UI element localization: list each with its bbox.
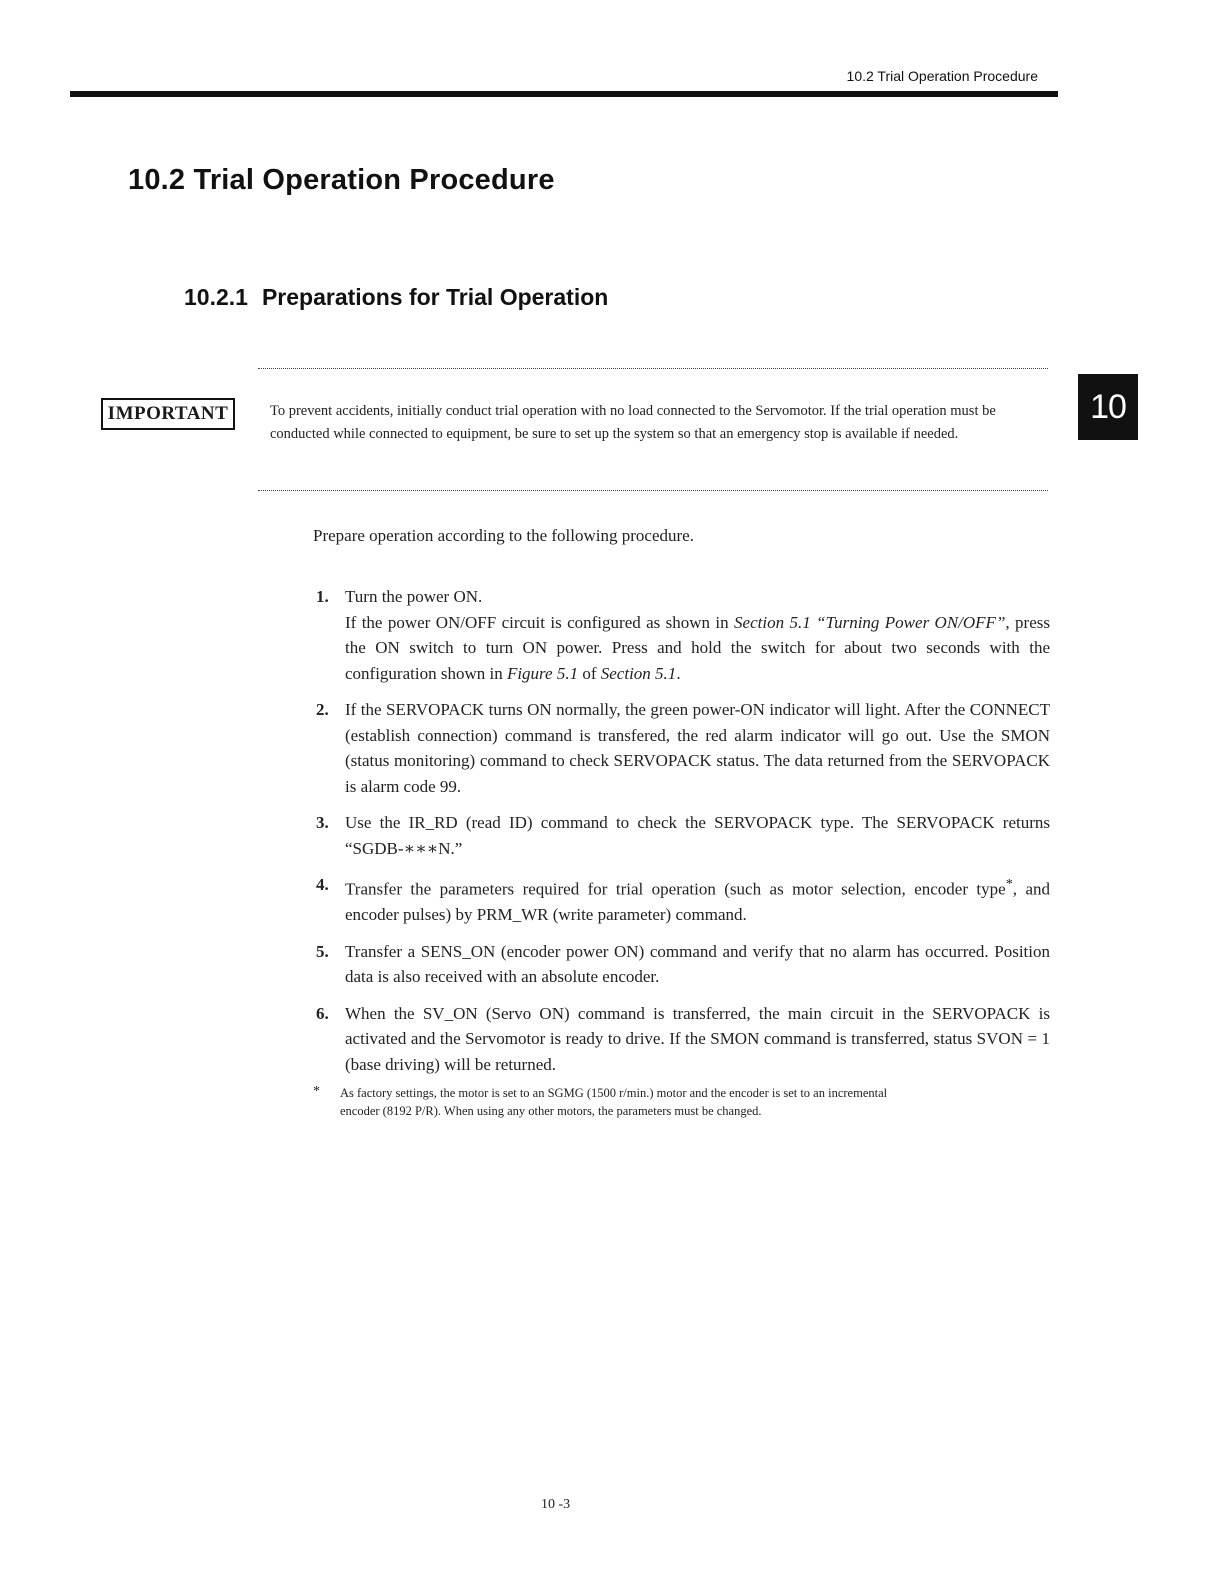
step-1 — [313, 584, 1050, 686]
step-6 — [313, 1001, 1050, 1078]
running-header: 10.2 Trial Operation Procedure — [846, 68, 1038, 84]
footnote-text: As factory settings, the motor is set to an SGMG (1500 r/min.) motor and the encoder is set to an incremental encoder (8192 P/R). When using any other motors, the parameters must be changed. — [340, 1086, 888, 1118]
step-number: 2. — [316, 700, 329, 719]
page-number: 10 -3 — [541, 1497, 571, 1512]
footnote-marker: * — [1005, 876, 1013, 892]
section-title: 10.2 Trial Operation Procedure — [128, 164, 555, 196]
important-text: To prevent accidents, initially conduct trial operation with no load connected to the Servomotor. If the trial operation must be conducted while connected to equipment, be sure to set up the system so that an emergency stop is available if needed. — [270, 403, 996, 442]
footnote — [313, 1084, 913, 1120]
step-text: Transfer the parameters required for trial operation (such as motor selection, encoder type*, and encoder pulses) by PRM_WR (write parameter) command. — [345, 876, 1051, 925]
header-rule — [70, 91, 1058, 97]
step-number: 4. — [316, 875, 329, 894]
intro-text: Prepare operation according to the following procedure. — [313, 526, 694, 545]
important-bottom-rule — [258, 490, 1048, 491]
footnote-mark: * — [313, 1084, 320, 1099]
important-top-rule — [258, 368, 1048, 369]
step-text: If the power ON/OFF circuit is configured as shown in Section 5.1 “Turning Power ON/OFF”, press the ON switch to turn ON power. Press and hold the switch for about two seconds with the configuration shown in Figure 5.1 of Section 5.1. — [345, 612, 1050, 683]
subsection-title-text: Preparations for Trial Operation — [261, 284, 609, 310]
step-text: If the SERVOPACK turns ON normally, the green power-ON indicator will light. After the CONNECT (establish connection) command is transfered, the red alarm indicator will go out. Use the SMON (status monitoring) command to check SERVOPACK status. The data returned from the SERVOPACK is alarm code 99. — [345, 700, 1050, 796]
procedure-steps — [313, 584, 1050, 1088]
step-3 — [313, 810, 1050, 861]
step-2 — [313, 697, 1050, 799]
section-reference: Section 5.1 “Turning Power ON/OFF” — [734, 612, 1006, 632]
section-reference: Section 5.1 — [600, 663, 677, 683]
step-text: Transfer a SENS_ON (encoder power ON) command and verify that no alarm has occurred. Position data is also received with an absolute encoder. — [345, 941, 1050, 987]
step-title: Turn the power ON. — [345, 587, 483, 606]
figure-reference: Figure 5.1 — [506, 663, 579, 683]
step-number: 6. — [316, 1003, 329, 1023]
step-text: Use the IR_RD (read ID) command to check the SERVOPACK type. The SERVOPACK returns “SGDB-∗∗∗N.” — [345, 813, 1050, 858]
step-number: 1. — [316, 587, 329, 606]
subsection-title — [184, 284, 608, 311]
step-text: When the SV_ON (Servo ON) command is transferred, the main circuit in the SERVOPACK is activated and the Servomotor is ready to drive. If the SMON command is transferred, status SVON = 1 (base driving) will be returned. — [345, 1003, 1050, 1074]
important-label: IMPORTANT — [101, 398, 235, 430]
step-5 — [313, 939, 1050, 990]
step-number: 5. — [316, 941, 329, 961]
chapter-tab: 10 — [1078, 374, 1138, 440]
step-4 — [313, 872, 1050, 928]
step-number: 3. — [316, 813, 329, 832]
subsection-number: 10.2.1 — [184, 284, 248, 310]
